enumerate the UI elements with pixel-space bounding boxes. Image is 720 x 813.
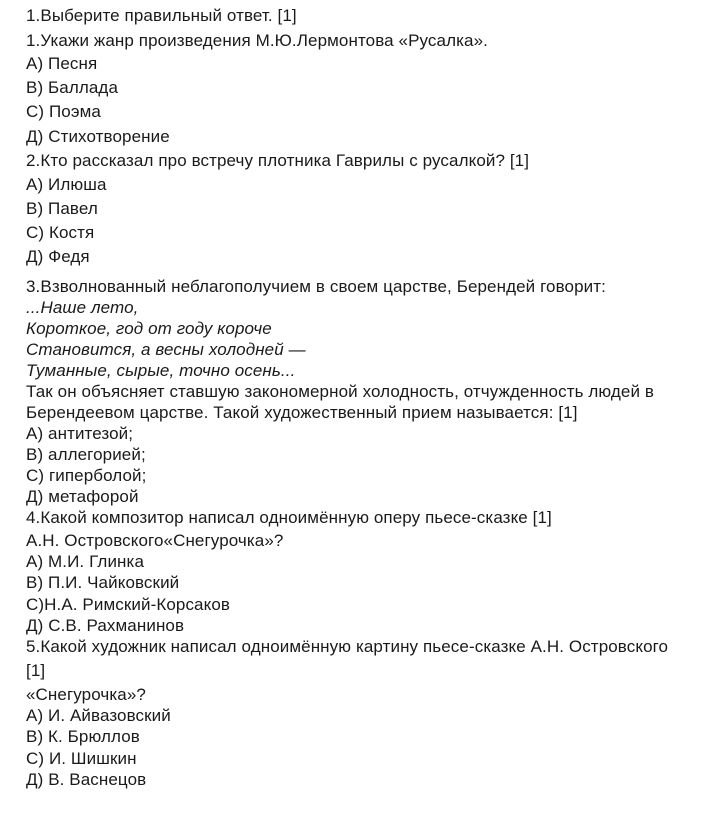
question-4-option-b: В) П.И. Чайковский — [26, 573, 180, 592]
question-2: 2.Кто рассказал про встречу плотника Гаврилы с русалкой? [1] — [26, 151, 530, 170]
question-3-continuation-1: Так он объясняет ставшую закономерной холодность, отчужденность людей в — [26, 382, 654, 401]
question-4: 4.Какой композитор написал одноимённую оперу пьесе-сказке [1] — [26, 508, 552, 527]
question-5-option-d: Д) В. Васнецов — [26, 770, 147, 789]
question-5-continuation: «Снегурочка»? — [26, 685, 146, 704]
question-3-continuation-2: Берендеевом царстве. Такой художественный прием называется: [1] — [26, 403, 578, 422]
question-1-option-c: С) Поэма — [26, 102, 101, 121]
question-5: 5.Какой художник написал одноимённую картину пьесе-сказке А.Н. Островского — [26, 637, 669, 656]
question-3-option-c: С) гиперболой; — [26, 466, 147, 485]
poem-line-1: ...Наше лето, — [26, 298, 139, 317]
question-5-option-a: А) И. Айвазовский — [26, 706, 171, 725]
question-2-option-d: Д) Федя — [26, 247, 90, 266]
instruction-header: 1.Выберите правильный ответ. [1] — [26, 6, 297, 25]
question-5-option-c: С) И. Шишкин — [26, 749, 137, 768]
question-3-option-b: В) аллегорией; — [26, 445, 146, 464]
question-3: 3.Взволнованный неблагополучием в своем царстве, Берендей говорит: — [26, 277, 606, 296]
question-5-mark: [1] — [26, 661, 46, 680]
question-1-option-a: А) Песня — [26, 54, 98, 73]
question-1-option-d: Д) Стихотворение — [26, 127, 170, 146]
question-4-option-c: С)Н.А. Римский-Корсаков — [26, 595, 231, 614]
question-5-option-b: В) К. Брюллов — [26, 727, 140, 746]
poem-line-2: Короткое, год от году короче — [26, 319, 272, 338]
question-1-option-b: В) Баллада — [26, 78, 119, 97]
poem-line-3: Становится, а весны холодней — — [26, 340, 306, 359]
question-4-continuation: А.Н. Островского«Снегурочка»? — [26, 531, 284, 550]
question-2-option-c: С) Костя — [26, 223, 95, 242]
question-3-option-d: Д) метафорой — [26, 487, 139, 506]
question-3-option-a: А) антитезой; — [26, 424, 134, 443]
question-1: 1.Укажи жанр произведения М.Ю.Лермонтова «Русалка». — [26, 31, 488, 50]
question-2-option-b: В) Павел — [26, 199, 98, 218]
poem-line-4: Туманные, сырые, точно осень... — [26, 361, 296, 380]
question-4-option-a: А) М.И. Глинка — [26, 552, 144, 571]
question-2-option-a: А) Илюша — [26, 175, 107, 194]
question-4-option-d: Д) С.В. Рахманинов — [26, 616, 185, 635]
